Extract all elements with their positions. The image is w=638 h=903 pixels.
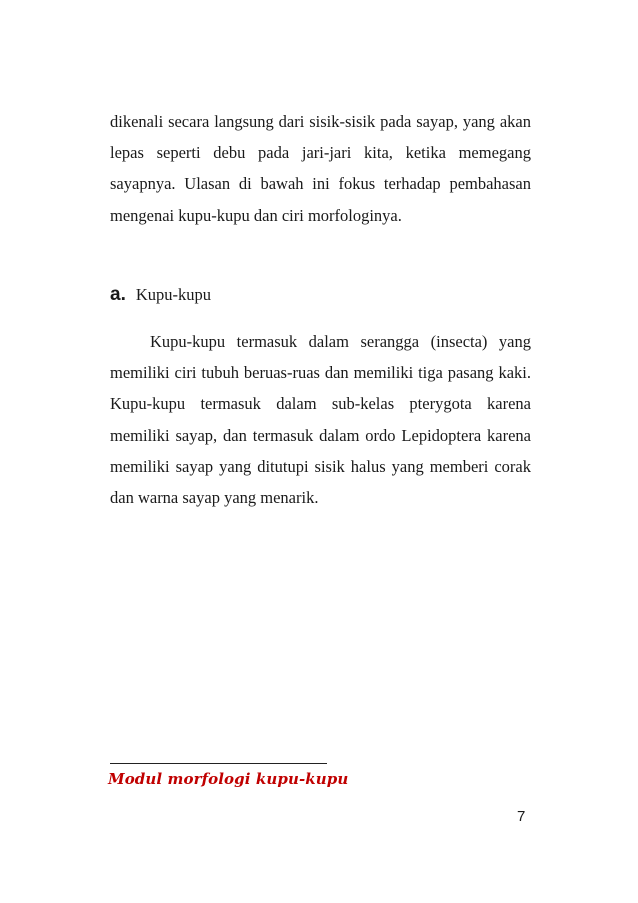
body-paragraph-intro: dikenali secara langsung dari sisik-sisik pada sayap, yang akan lepas seperti debu pada jari-jari kita, ketika memegang sayapnya. Ulasan di bawah ini fokus terhadap pembahasan mengenai kupu-kupu dan ciri morfologinya. (110, 112, 531, 225)
body-paragraph-kupu-kupu: Kupu-kupu termasuk dalam serangga (insecta) yang memiliki ciri tubuh beruas-ruas dan memiliki tiga pasang kaki. Kupu-kupu termasuk dalam sub-kelas pterygota karena memiliki sayap, dan termasuk dalam ordo Lepidoptera karena memiliki sayap yang ditutupi sisik halus yang memberi corak dan warna sayap yang menarik. (110, 332, 531, 508)
section-title: Kupu-kupu (135, 285, 212, 304)
page-number: 7 (517, 808, 526, 825)
footer-module-title: Modul morfologi kupu-kupu (108, 770, 349, 788)
section-heading (110, 282, 211, 308)
section-letter: a. (110, 284, 126, 305)
footer-divider (110, 763, 327, 764)
